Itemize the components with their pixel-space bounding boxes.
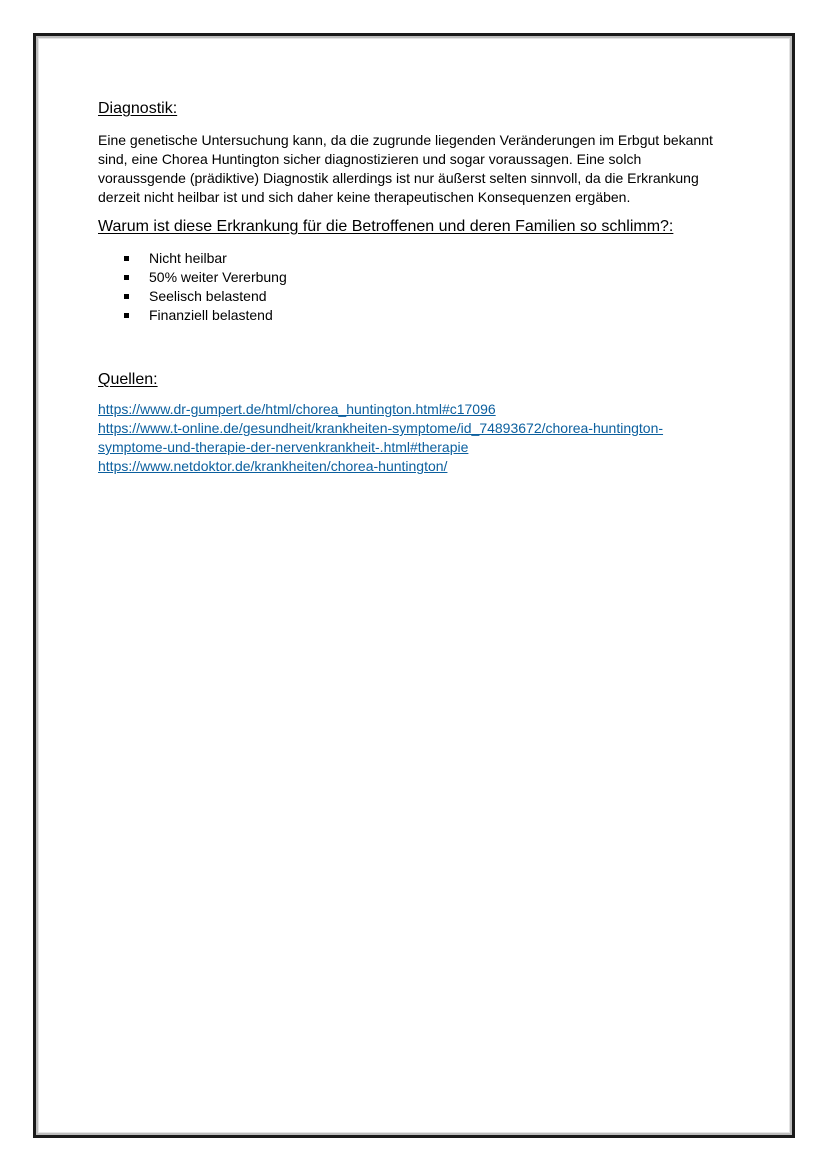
square-bullet-icon xyxy=(124,313,129,318)
impact-list xyxy=(98,249,723,325)
source-link-t-online[interactable]: https://www.t-online.de/gesundheit/krankheiten-symptome/id_74893672/chorea-huntington-symptome-und-therapie-der-nervenkrankheit-.html#therapie xyxy=(98,420,664,455)
square-bullet-icon xyxy=(124,275,129,280)
list-item xyxy=(98,306,723,325)
list-item xyxy=(98,268,723,287)
quellen-heading: Quellen: xyxy=(98,371,158,388)
square-bullet-icon xyxy=(124,256,129,261)
source-link-dr-gumpert[interactable]: https://www.dr-gumpert.de/html/chorea_huntington.html#c17096 xyxy=(98,401,496,417)
list-item xyxy=(98,287,723,306)
list-item-text: Finanziell belastend xyxy=(149,307,273,323)
list-item xyxy=(98,249,723,268)
document-content xyxy=(98,99,723,476)
diagnostik-paragraph: Eine genetische Untersuchung kann, da die zugrunde liegenden Veränderungen im Erbgut bekannt sind, eine Chorea Huntington sicher diagnostizieren und sogar voraussagen. Eine solch voraussgende (prädiktive) Diagnostik allerdings ist nur äußerst selten sinnvoll, da die Erkrankung derzeit nicht heilbar ist und sich daher keine therapeutischen Konsequenzen ergäben. xyxy=(98,132,713,205)
sources-list xyxy=(98,400,723,476)
square-bullet-icon xyxy=(124,294,129,299)
diagnostik-heading: Diagnostik: xyxy=(98,100,178,117)
source-link-netdoktor[interactable]: https://www.netdoktor.de/krankheiten/chorea-huntington/ xyxy=(98,458,448,474)
list-item-text: 50% weiter Vererbung xyxy=(149,269,287,285)
warum-heading: Warum ist diese Erkrankung für die Betroffenen und deren Familien so schlimm?: xyxy=(98,218,674,235)
list-item-text: Seelisch belastend xyxy=(149,288,267,304)
list-item-text: Nicht heilbar xyxy=(149,250,227,266)
